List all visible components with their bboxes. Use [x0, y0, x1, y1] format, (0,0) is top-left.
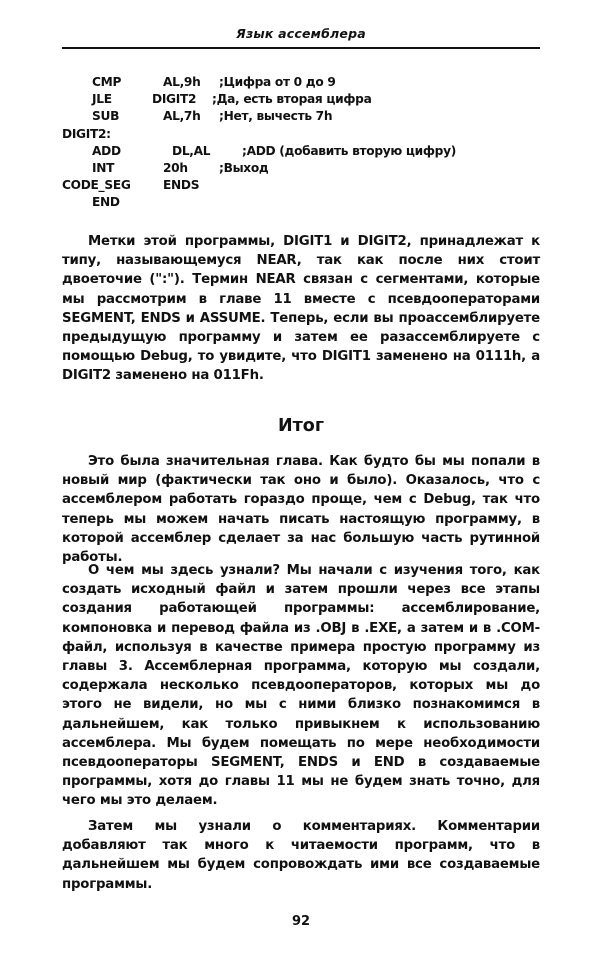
code-comment: ;Да, есть вторая цифра: [212, 92, 372, 107]
code-line: [62, 143, 540, 160]
code-op: INT: [92, 160, 115, 175]
code-op: CMP: [92, 75, 122, 89]
code-comment: ;ADD (добавить вторую цифру): [242, 143, 456, 158]
paragraph-summary-3: Затем мы узнали о комментариях. Комментарии добавляют так много к читаемости программ, что в дальнейшем мы будем сопровождать ими все создаваемые программы.: [62, 819, 540, 892]
code-op: ADD: [92, 143, 121, 158]
section-title: Итог: [278, 416, 324, 436]
code-op: END: [92, 195, 120, 210]
code-line: [62, 74, 540, 91]
code-label: DIGIT2:: [62, 126, 111, 141]
code-line: [62, 194, 540, 211]
code-line: [62, 91, 540, 108]
code-label: CODE_SEG: [62, 178, 131, 193]
header-rule: [62, 47, 540, 49]
code-args: 20h: [163, 160, 188, 175]
code-args: AL,9h: [163, 75, 201, 89]
code-args: ENDS: [163, 178, 200, 193]
running-header: Язык ассемблера: [236, 26, 366, 41]
code-listing: [62, 74, 540, 212]
code-line: [62, 177, 540, 194]
code-line: [62, 160, 540, 177]
code-op: JLE: [92, 92, 112, 107]
code-line: [62, 126, 540, 143]
code-comment: ;Нет, вычесть 7h: [219, 109, 333, 124]
code-args: DIGIT2: [152, 92, 197, 107]
code-args: AL,7h: [163, 109, 201, 124]
code-args: DL,AL: [172, 143, 211, 158]
code-comment: ;Выход: [219, 160, 269, 175]
code-comment: ;Цифра от 0 до 9: [219, 75, 336, 89]
page-number: 92: [291, 914, 311, 929]
paragraph-summary-1: Это была значительная глава. Как будто бы мы попали в новый мир (фактически так оно и было). Оказалось, что с ассемблером работать гораздо проще, чем с Debug, так что теперь мы можем начать писать настоящую программу, в которой ассемблер сделает за нас большую часть рутинной работы.: [62, 454, 540, 566]
code-op: SUB: [92, 109, 120, 124]
paragraph-labels-note: Метки этой программы, DIGIT1 и DIGIT2, принадлежат к типу, называющемуся NEAR, так как после них стоит двоеточие (":"). Термин NEAR связан с сегментами, которые мы рассмотрим в главе 11 вместе с псевдооператорами SEGMENT, ENDS и ASSUME. Теперь, если вы проассемблируете предыдущую программу и затем ее разассемблируете с помощью Debug, то увидите, что DIGIT1 заменено на 0111h, а DIGIT2 заменено на 011Fh.: [62, 234, 540, 384]
code-line: [62, 108, 540, 125]
paragraph-summary-2: О чем мы здесь узнали? Мы начали с изучения того, как создать исходный файл и затем прошли через все этапы создания работающей программы: ассемблирование, компоновка и перевод файла из .OBJ в .EXE, а затем и в .COM-файл, используя в качестве примера простую программу из главы 3. Ассемблерная программа, которую мы создали, содержала несколько псевдооператоров, которых мы до этого не видели, но мы с ними близко познакомимся в дальнейшем, как только привыкнем к использованию ассемблера. Мы будем помещать по мере необходимости псевдооператоры SEGMENT, ENDS и END в создаваемые программы, хотя до главы 11 мы не будем знать точно, для чего мы это делаем.: [62, 563, 540, 809]
